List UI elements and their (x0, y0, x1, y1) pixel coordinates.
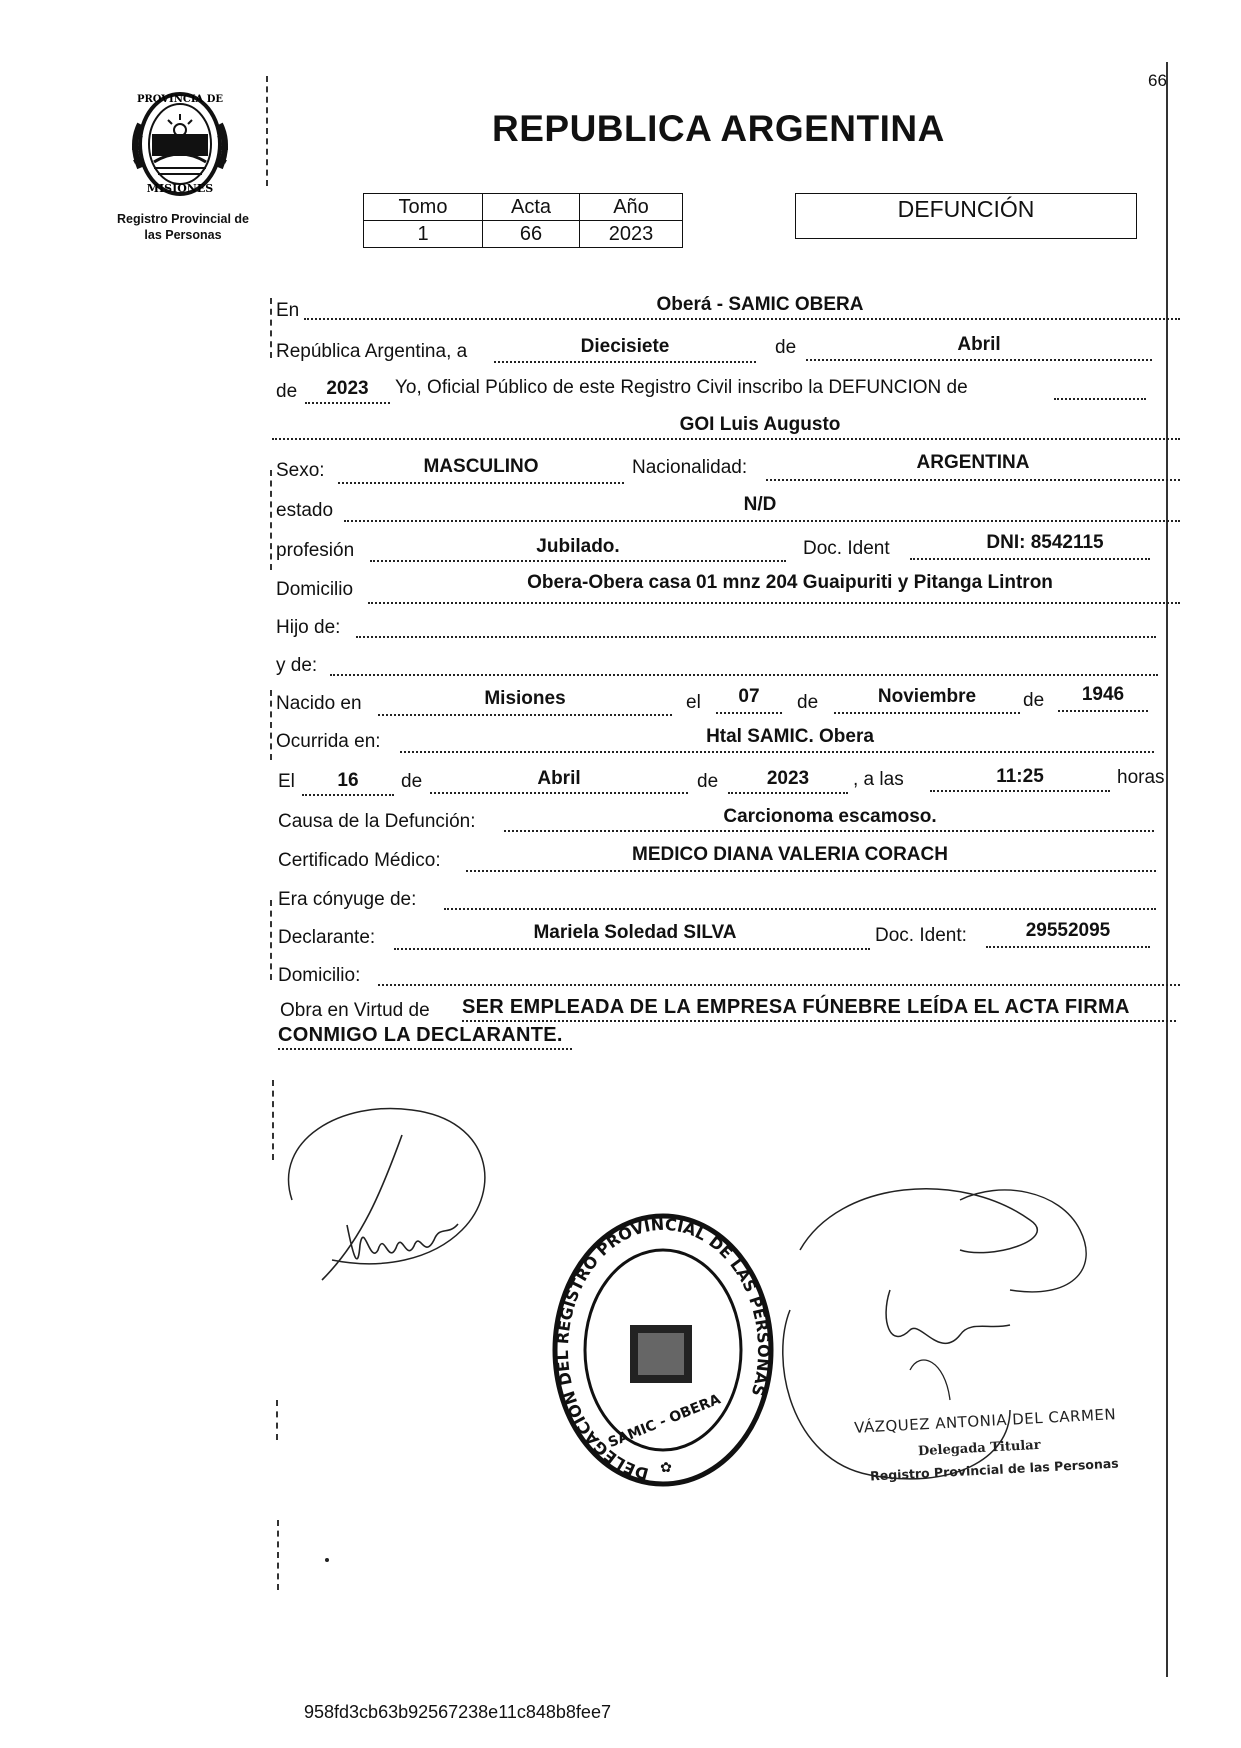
value-obra-line2: CONMIGO LA DECLARANTE. (278, 1024, 563, 1046)
dotted-line (400, 751, 1154, 753)
dotted-line (304, 318, 1180, 320)
margin-dash (270, 470, 272, 570)
official-stamp (548, 1210, 778, 1500)
anio-header: Año (580, 194, 683, 221)
acta-header: Acta (483, 194, 580, 221)
label-de: de (1023, 690, 1045, 711)
dotted-line (494, 361, 756, 363)
logo-text-bottom: MISIONES (146, 182, 214, 195)
dotted-line (356, 636, 1156, 638)
acta-value: 66 (483, 221, 580, 248)
label-de: de (775, 337, 797, 358)
dotted-line (378, 714, 672, 716)
dotted-line (330, 674, 1158, 676)
dotted-line (930, 790, 1110, 792)
margin-dash (276, 1400, 278, 1440)
label-estado: estado (276, 500, 334, 521)
margin-dash (270, 900, 272, 980)
dotted-line (272, 438, 1180, 440)
label-nacido-en: Nacido en (276, 693, 362, 714)
value-ocurrida-en: Htal SAMIC. Obera (706, 726, 874, 747)
label-declarante: Declarante: (278, 927, 376, 948)
anio-value: 2023 (580, 221, 683, 248)
margin-dash (277, 1520, 279, 1590)
label-de: de (797, 692, 819, 713)
label-doc-ident: Doc. Ident: (875, 925, 967, 946)
label-certificado: Certificado Médico: (278, 850, 441, 871)
dotted-line (986, 946, 1150, 948)
record-table (363, 193, 683, 248)
label-el: El (278, 771, 295, 792)
dotted-line (716, 712, 782, 714)
right-margin-line (1166, 62, 1168, 1677)
value-sexo: MASCULINO (423, 456, 539, 477)
dotted-line (1054, 398, 1146, 400)
label-en: En (276, 300, 300, 321)
dotted-line (910, 558, 1150, 560)
value-declarante: Mariela Soledad SILVA (533, 922, 737, 943)
dotted-line (728, 792, 848, 794)
page-title: REPUBLICA ARGENTINA (492, 108, 945, 149)
document-hash: 958fd3cb63b92567238e11c848b8fee7 (304, 1702, 611, 1722)
dotted-line (430, 792, 688, 794)
value-anio: 2023 (326, 378, 369, 399)
dotted-line (378, 984, 1180, 986)
label-hijo-de: Hijo de: (276, 617, 341, 638)
value-profesion: Jubilado. (536, 536, 620, 557)
dotted-line (444, 908, 1156, 910)
margin-dash (270, 298, 272, 358)
label-a-las: , a las (853, 769, 904, 790)
dotted-line (302, 794, 394, 796)
value-causa: Carcionoma escamoso. (723, 806, 937, 827)
label-y-de: y de: (276, 655, 318, 676)
label-domicilio: Domicilio: (278, 965, 361, 986)
label-conyuge: Era cónyuge de: (278, 889, 417, 910)
dotted-line (394, 948, 870, 950)
tomo-header: Tomo (364, 194, 483, 221)
dotted-line (278, 1048, 572, 1050)
value-nac-dia: 07 (738, 686, 760, 707)
dotted-line (834, 712, 1020, 714)
svg-text:✿: ✿ (660, 1459, 672, 1475)
label-causa: Causa de la Defunción: (278, 811, 476, 832)
label-obra: Obra en Virtud de (280, 1000, 430, 1021)
signature-declarante (262, 1080, 522, 1300)
value-fall-anio: 2023 (766, 768, 810, 789)
registry-caption: Registro Provincial de las Personas (117, 212, 249, 242)
value-fall-mes: Abril (537, 768, 581, 789)
label-el: el (686, 692, 701, 713)
margin-dash (266, 76, 268, 186)
dotted-line (305, 402, 390, 404)
official-office: Registro Provincial de las Personas (869, 1455, 1119, 1484)
signature-official (760, 1160, 1140, 1490)
value-nacido-en: Misiones (484, 688, 566, 709)
value-domicilio: Obera-Obera casa 01 mnz 204 Guaipuriti y Pitanga Lintron (527, 572, 1053, 593)
official-name: VÁZQUEZ ANTONIA DEL CARMEN (853, 1405, 1117, 1437)
dotted-line (1058, 710, 1148, 712)
label-yo: Yo, Oficial Público de este Registro Civil inscribo la DEFUNCION de (395, 377, 968, 398)
value-estado: N/D (743, 494, 777, 515)
label-de: de (697, 771, 719, 792)
stamp-ring-text: DELEGACIÓN DEL REGISTRO PROVINCIAL DE LAS PERSONAS (552, 1214, 774, 1484)
dotted-line (462, 1020, 1176, 1022)
value-fall-dia: 16 (337, 770, 359, 791)
label-de: de (276, 381, 298, 402)
province-logo (124, 84, 236, 202)
label-nacionalidad: Nacionalidad: (632, 457, 748, 478)
record-type-box: DEFUNCIÓN (795, 193, 1137, 239)
page-number: 66 (1148, 71, 1167, 90)
stamp-inner-text: SAMIC - OBERA (606, 1391, 723, 1452)
label-doc-ident: Doc. Ident (803, 538, 890, 559)
dotted-line (370, 560, 786, 562)
value-nombre: GOI Luis Augusto (679, 414, 841, 435)
stray-mark (325, 1558, 329, 1562)
tomo-value: 1 (364, 221, 483, 248)
value-nacionalidad: ARGENTINA (916, 452, 1030, 473)
dotted-line (806, 359, 1152, 361)
label-republica: República Argentina, a (276, 341, 468, 362)
official-title: Delegada Titular (917, 1437, 1041, 1460)
label-de: de (401, 771, 423, 792)
value-certificado: MEDICO DIANA VALERIA CORACH (632, 844, 948, 865)
label-domicilio: Domicilio (276, 579, 354, 600)
value-declarante-doc: 29552095 (1025, 920, 1111, 941)
dotted-line (338, 482, 624, 484)
value-dni: DNI: 8542115 (986, 532, 1104, 553)
margin-dash (270, 690, 272, 760)
dotted-line (766, 479, 1180, 481)
value-dia-texto: Diecisiete (580, 336, 670, 357)
value-nac-mes: Noviembre (877, 686, 977, 707)
value-nac-anio: 1946 (1081, 684, 1125, 705)
dotted-line (344, 520, 1180, 522)
label-ocurrida-en: Ocurrida en: (276, 731, 381, 752)
value-mes: Abril (957, 334, 1001, 355)
dotted-line (466, 870, 1156, 872)
label-horas: horas (1117, 767, 1165, 788)
logo-text-top: PROVINCIA DE (136, 94, 224, 105)
value-obra-line1: SER EMPLEADA DE LA EMPRESA FÚNEBRE LEÍDA EL ACTA FIRMA (462, 996, 1130, 1018)
dotted-line (368, 602, 1180, 604)
dotted-line (504, 830, 1154, 832)
value-lugar: Oberá - SAMIC OBERA (656, 294, 864, 315)
value-hora: 11:25 (996, 766, 1044, 787)
label-profesion: profesión (276, 540, 355, 561)
label-sexo: Sexo: (276, 460, 325, 481)
